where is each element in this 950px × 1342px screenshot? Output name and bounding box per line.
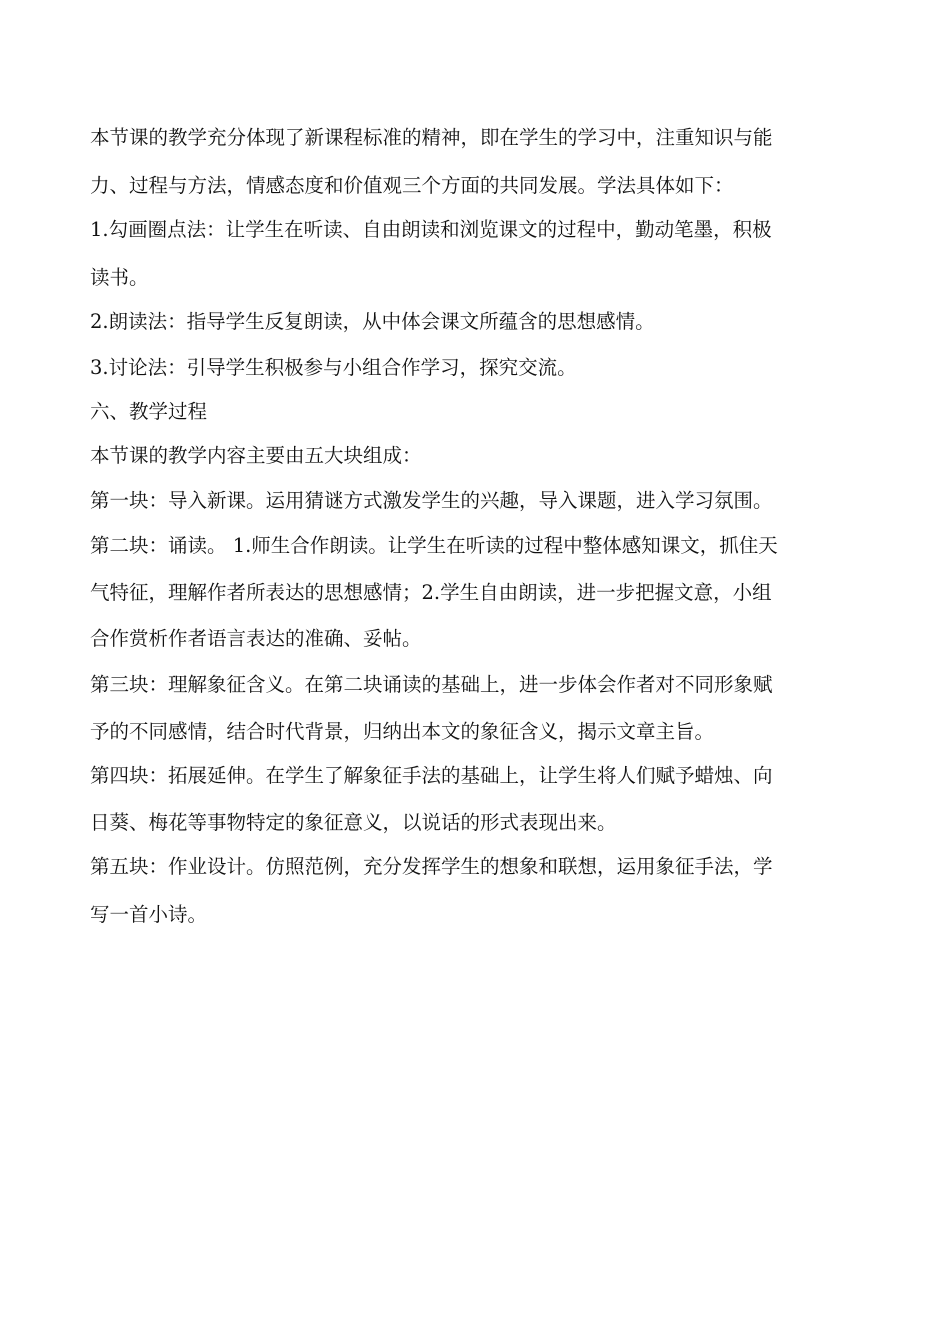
paragraph-line: 第一块：导入新课。运用猜谜方式激发学生的兴趣，导入课题，进入学习氛围。	[90, 489, 773, 512]
section-heading: 六、教学过程	[90, 400, 208, 423]
paragraph-line: 1.勾画圈点法：让学生在听读、自由朗读和浏览课文的过程中，勤动笔墨，积极	[90, 218, 772, 241]
paragraph-line: 日葵、梅花等事物特定的象征意义，以说话的形式表现出来。	[90, 811, 617, 834]
paragraph-line: 第三块：理解象征含义。在第二块诵读的基础上，进一步体会作者对不同形象赋	[90, 673, 773, 696]
paragraph-line: 写一首小诗。	[90, 903, 208, 926]
paragraph-line: 予的不同感情，结合时代背景，归纳出本文的象征含义，揭示文章主旨。	[90, 720, 715, 743]
paragraph-line: 第二块：诵读。 1.师生合作朗读。让学生在听读的过程中整体感知课文，抓住天	[90, 534, 778, 557]
paragraph-line: 3.讨论法：引导学生积极参与小组合作学习，探究交流。	[90, 356, 577, 379]
paragraph-line: 2.朗读法：指导学生反复朗读，从中体会课文所蕴含的思想感情。	[90, 310, 655, 333]
paragraph-line: 本节课的教学充分体现了新课程标准的精神，即在学生的学习中，注重知识与能	[90, 126, 773, 149]
paragraph-line: 第四块：拓展延伸。在学生了解象征手法的基础上，让学生将人们赋予蜡烛、向	[90, 764, 773, 787]
paragraph-line: 力、过程与方法，情感态度和价值观三个方面的共同发展。学法具体如下：	[90, 174, 734, 197]
paragraph-line: 气特征，理解作者所表达的思想感情；2.学生自由朗读，进一步把握文意，小组	[90, 581, 772, 604]
paragraph-line: 合作赏析作者语言表达的准确、妥帖。	[90, 627, 422, 650]
paragraph-line: 第五块：作业设计。仿照范例，充分发挥学生的想象和联想，运用象征手法，学	[90, 855, 773, 878]
paragraph-line: 读书。	[90, 266, 149, 289]
paragraph-line: 本节课的教学内容主要由五大块组成：	[90, 444, 422, 467]
